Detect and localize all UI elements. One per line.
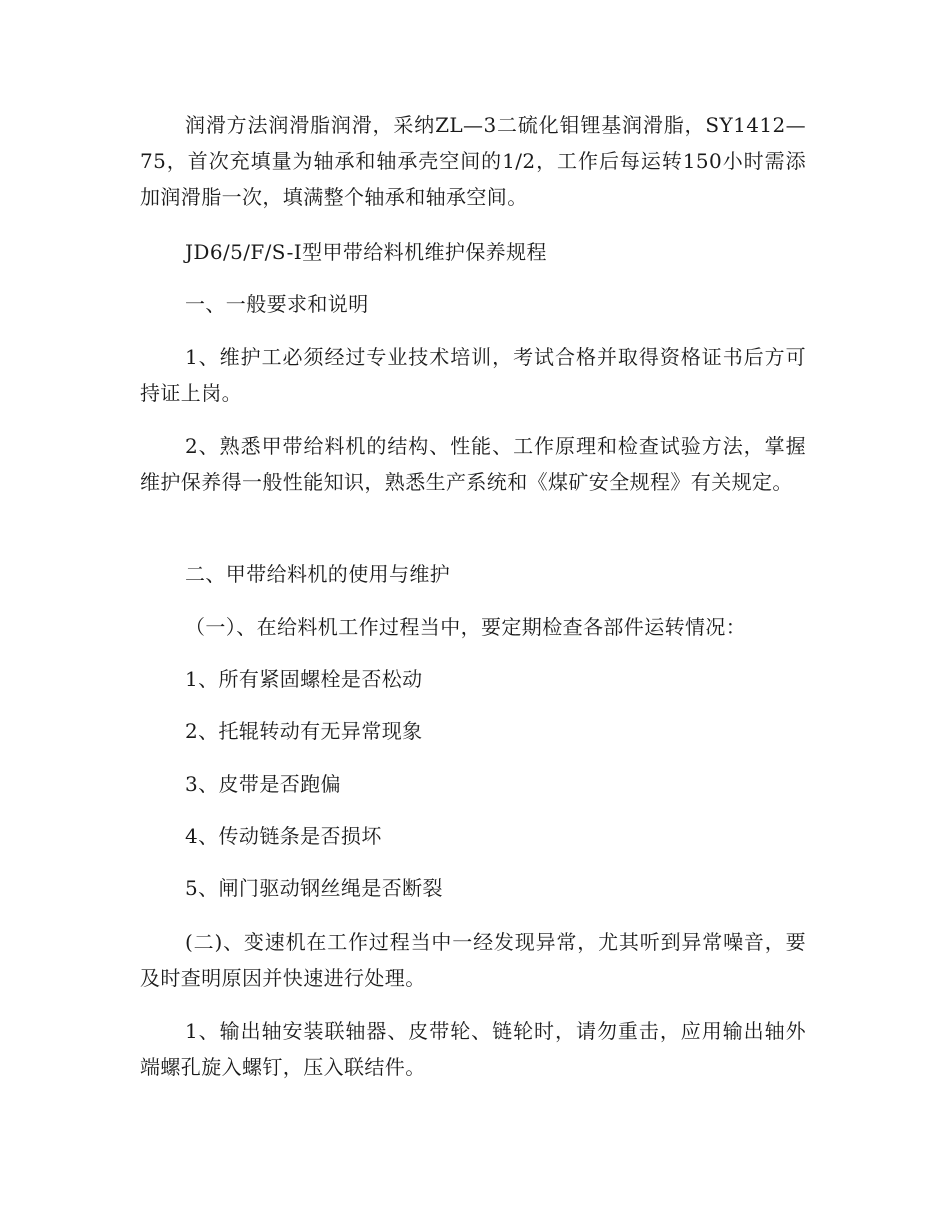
paragraph-item-1-training: 1、维护工必须经过专业技术培训，考试合格并取得资格证书后方可持证上岗。 xyxy=(140,345,806,405)
list-item-wire-rope: 5、闸门驱动钢丝绳是否断裂 xyxy=(185,876,443,900)
list-item-rollers: 2、托辊转动有无异常现象 xyxy=(185,719,423,743)
paragraph-lubrication: 润滑方法润滑脂润滑，采纳ZL—3二硫化钼锂基润滑脂，SY1412—75，首次充填量为轴承和轴承壳空间的1/2，工作后每运转150小时需添加润滑脂一次，填满整个轴承和轴承空间。 xyxy=(140,113,806,209)
paragraph-gearbox-abnormal: (二)、变速机在工作过程当中一经发现异常，尤其听到异常噪音，要及时查明原因并快速进行处理。 xyxy=(140,930,806,990)
paragraph-output-shaft: 1、输出轴安装联轴器、皮带轮、链轮时，请勿重击，应用输出轴外端螺孔旋入螺钉，压入联结件。 xyxy=(140,1019,806,1079)
heading-periodic-inspection: （一）、在给料机工作过程当中，要定期检查各部件运转情况： xyxy=(185,615,747,639)
list-item-bolts: 1、所有紧固螺栓是否松动 xyxy=(185,667,423,691)
heading-maintenance-regulation: JD6/5/F/S-I型甲带给料机维护保养规程 xyxy=(185,240,547,264)
paragraph-item-2-familiarity: 2、熟悉甲带给料机的结构、性能、工作原理和检查试验方法，掌握维护保养得一般性能知识，熟悉生产系统和《煤矿安全规程》有关规定。 xyxy=(140,434,806,494)
list-item-chain: 4、传动链条是否损坏 xyxy=(185,824,382,848)
heading-general-requirements: 一、一般要求和说明 xyxy=(185,292,369,316)
heading-use-and-maintenance: 二、甲带给料机的使用与维护 xyxy=(185,562,451,586)
list-item-belt: 3、皮带是否跑偏 xyxy=(185,772,341,796)
